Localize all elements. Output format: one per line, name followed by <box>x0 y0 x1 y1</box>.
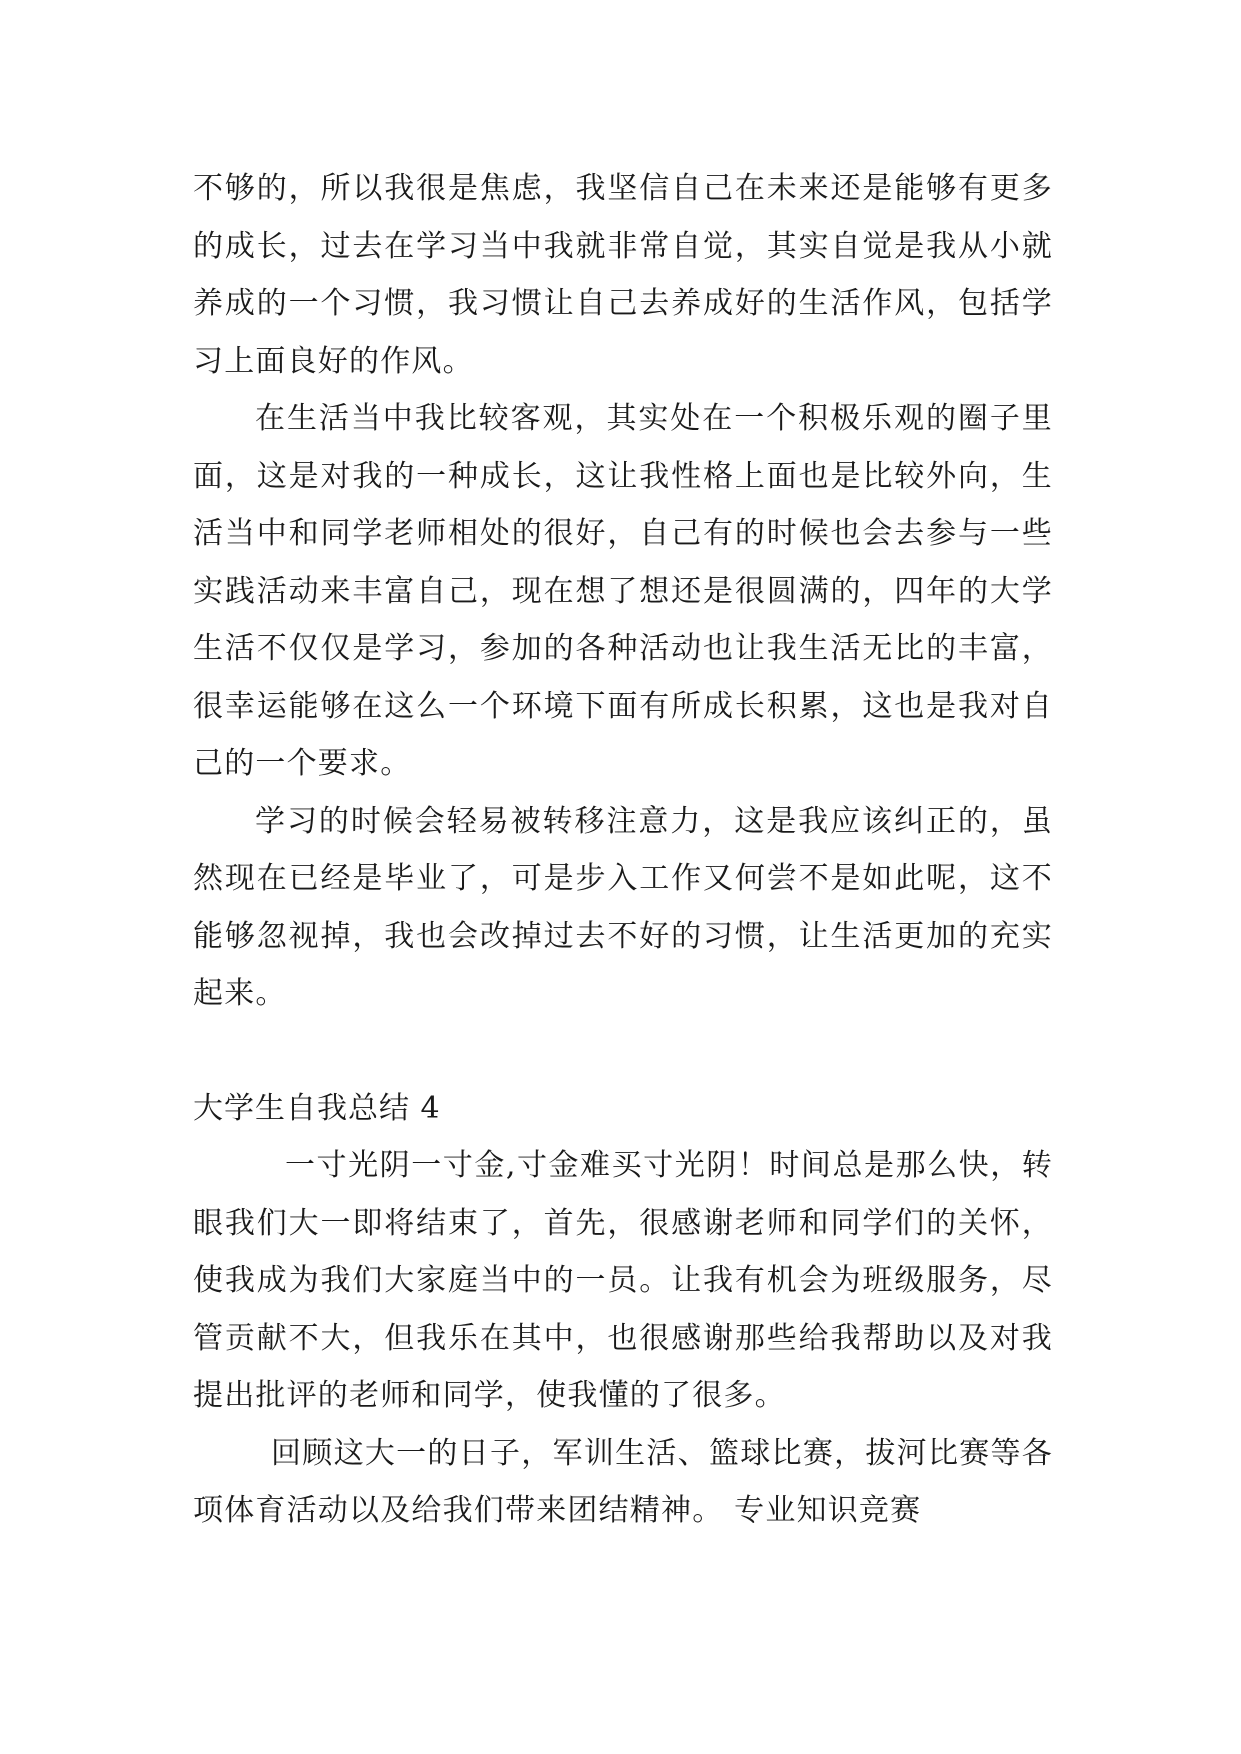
paragraph-time: 一寸光阴一寸金,寸金难买寸光阴！时间总是那么快，转眼我们大一即将结束了，首先，很感谢老师和同学们的关怀，使我成为我们大家庭当中的一员。让我有机会为班级服务，尽管贡献不大，但我乐在其中，也很感谢那些给我帮助以及对我提出批评的老师和同学，使我懂的了很多。 <box>193 1148 1053 1413</box>
paragraph-review: 回顾这大一的日子，军训生活、篮球比赛，拔河比赛等各项体育活动以及给我们带来团结精神。 专业知识竞赛 <box>193 1435 1053 1528</box>
document-body <box>193 160 1053 1540</box>
section-heading: 大学生自我总结 4 <box>193 1090 441 1126</box>
paragraph-life: 在生活当中我比较客观，其实处在一个积极乐观的圈子里面，这是对我的一种成长，这让我性格上面也是比较外向，生活当中和同学老师相处的很好，自己有的时候也会去参与一些实践活动来丰富自己，现在想了想还是很圆满的，四年的大学生活不仅仅是学习，参加的各种活动也让我生活无比的丰富，很幸运能够在这么一个环境下面有所成长积累，这也是我对自己的一个要求。 <box>193 401 1053 781</box>
paragraph-study-habits: 学习的时候会轻易被转移注意力，这是我应该纠正的，虽然现在已经是毕业了，可是步入工作又何尝不是如此呢，这不能够忽视掉，我也会改掉过去不好的习惯，让生活更加的充实起来。 <box>193 803 1053 1011</box>
paragraph-continuation: 不够的，所以我很是焦虑，我坚信自己在未来还是能够有更多的成长，过去在学习当中我就非常自觉，其实自觉是我从小就养成的一个习惯，我习惯让自己去养成好的生活作风，包括学习上面良好的作风。 <box>193 171 1053 379</box>
